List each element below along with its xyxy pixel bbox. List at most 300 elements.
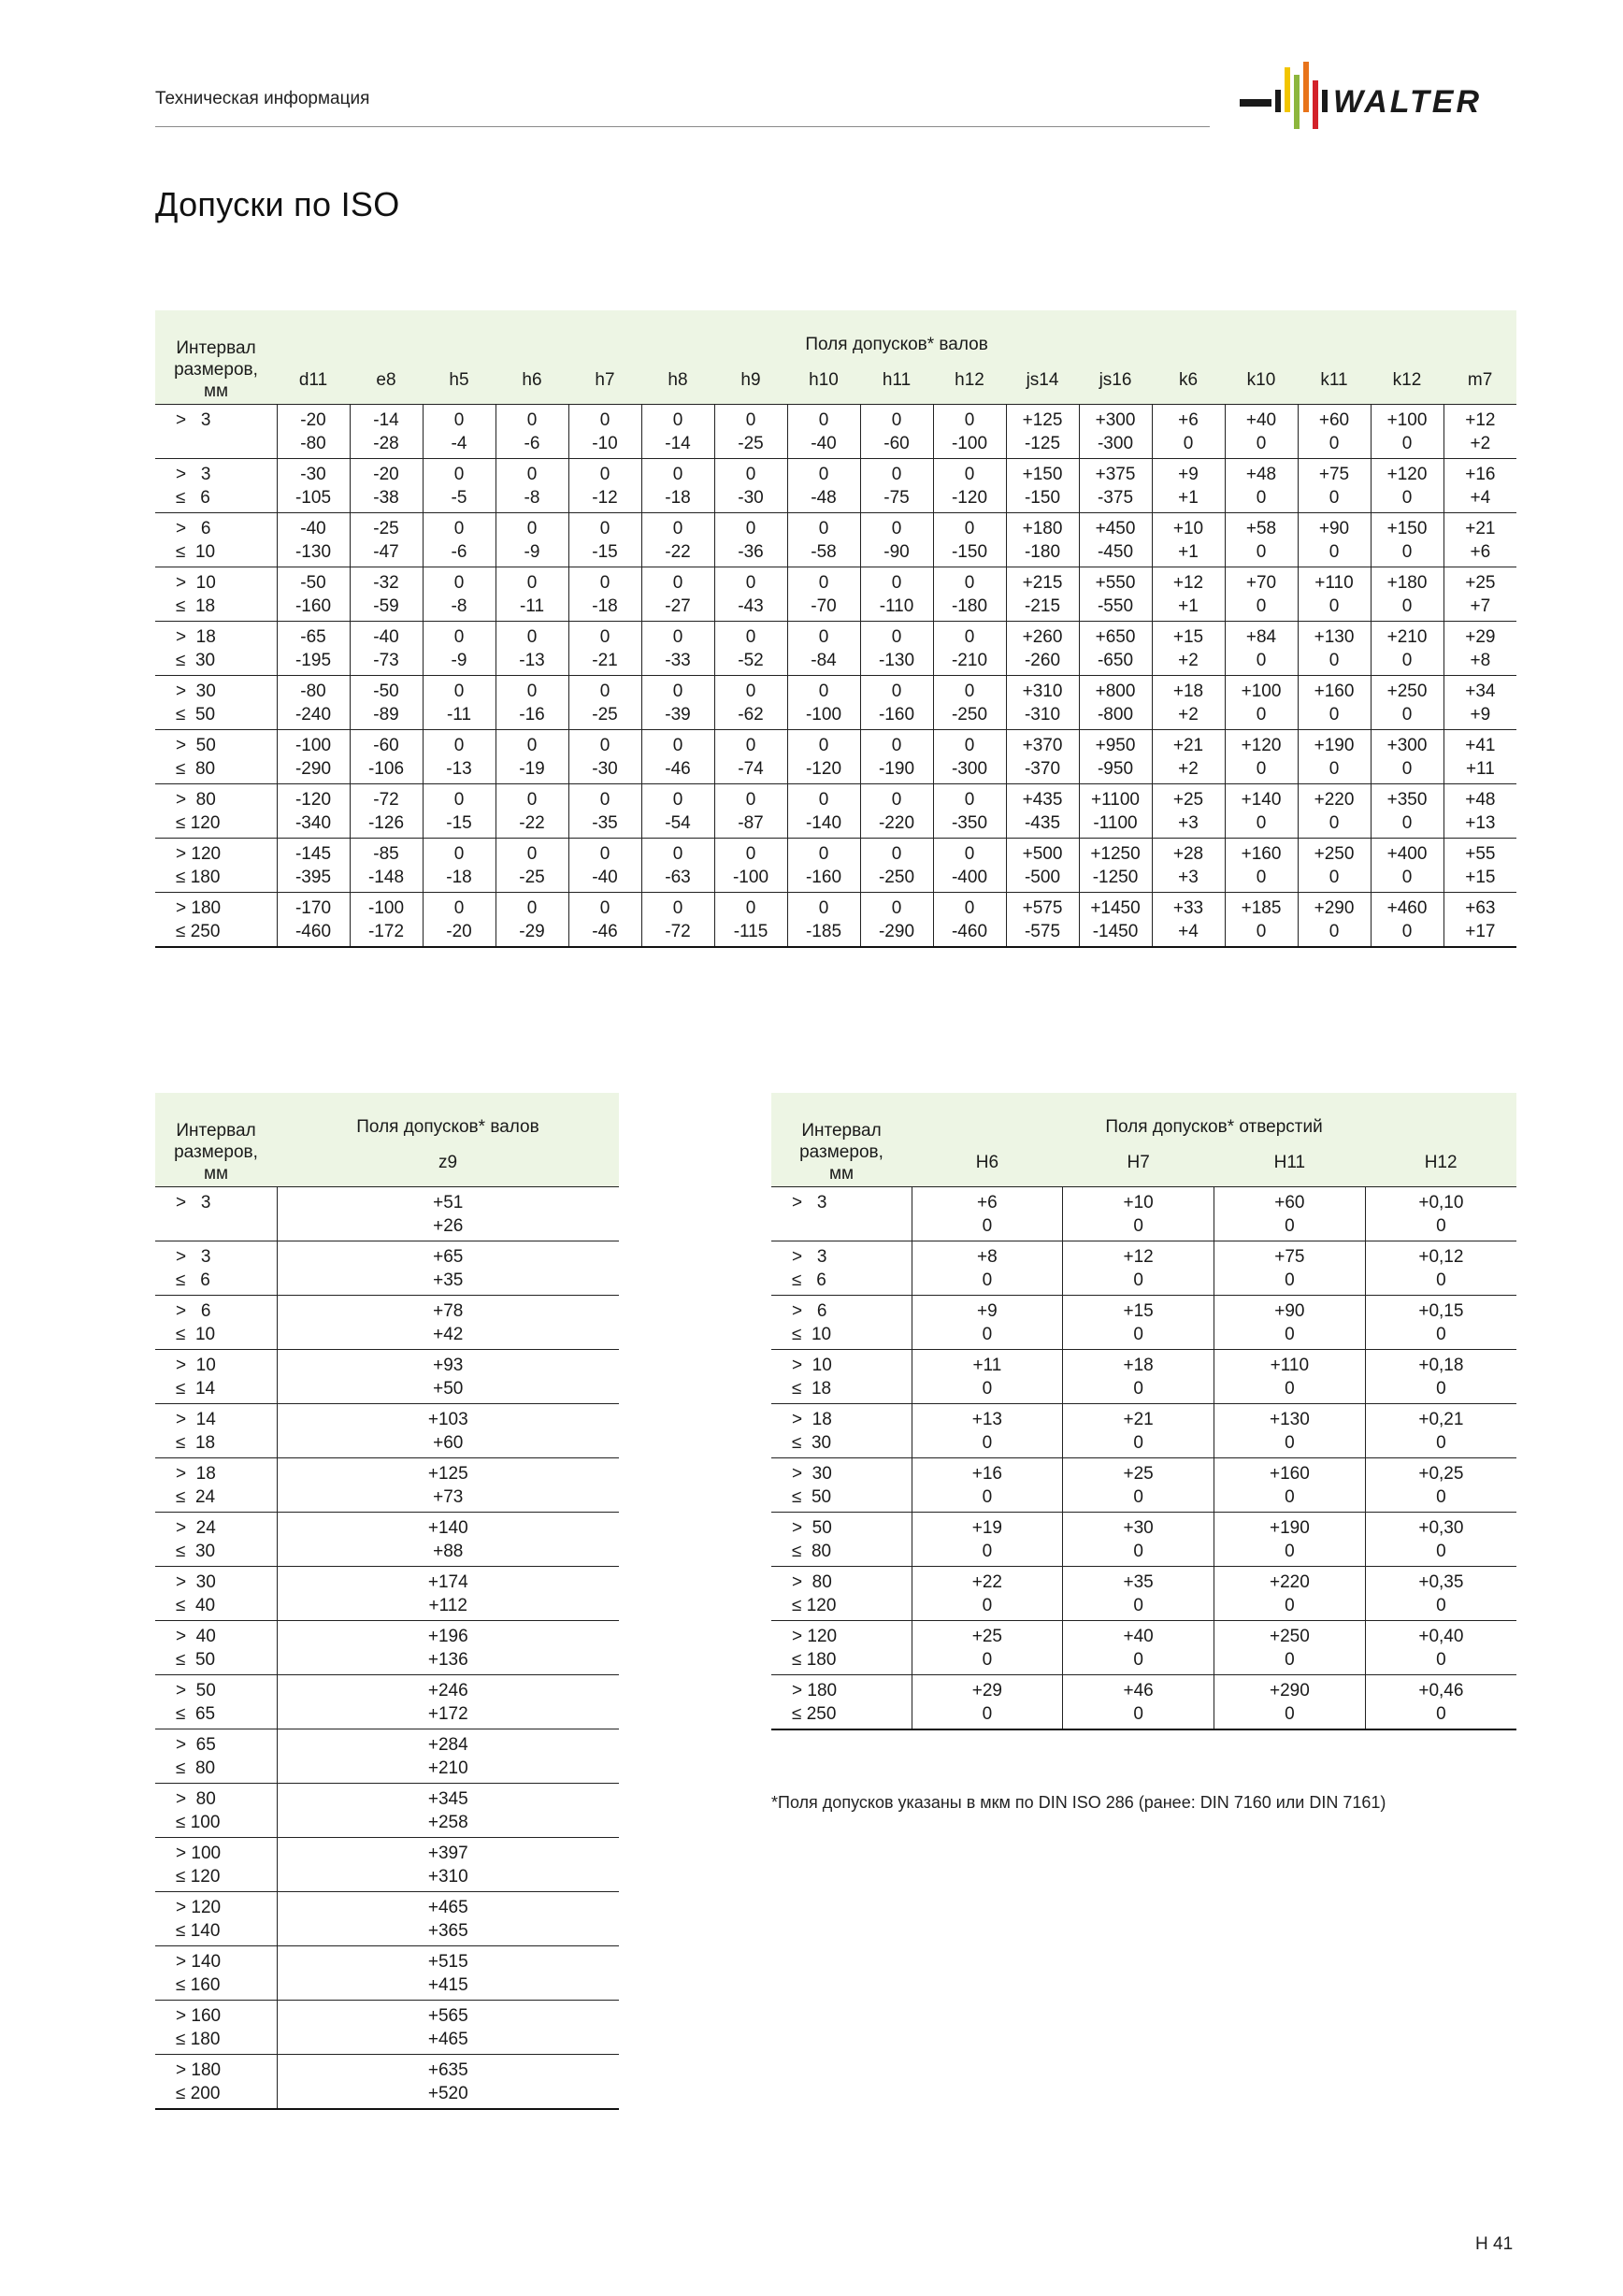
tolerance-cell — [350, 567, 423, 621]
tolerance-cell — [1063, 1295, 1214, 1349]
upper-deviation: 0 — [891, 897, 902, 918]
tolerance-cell — [350, 729, 423, 783]
column-header-h8: h8 — [641, 357, 714, 404]
lower-deviation: 0 — [1133, 1703, 1143, 1724]
tolerance-cell — [641, 838, 714, 892]
column-header-h11: h11 — [860, 357, 933, 404]
tolerance-cell — [277, 1457, 619, 1512]
tolerance-cell — [1079, 567, 1152, 621]
lower-deviation: 0 — [982, 1595, 993, 1615]
lower-deviation: -9 — [524, 541, 540, 562]
range-cell — [155, 1241, 277, 1295]
upper-deviation: +310 — [1022, 681, 1063, 701]
upper-deviation: -80 — [300, 681, 326, 701]
tolerance-cell — [1298, 675, 1371, 729]
tolerance-cell — [1214, 1512, 1366, 1566]
table-row — [155, 458, 1516, 512]
table-row — [155, 567, 1516, 621]
lower-deviation: 0 — [1401, 812, 1413, 833]
table-row — [771, 1512, 1516, 1566]
tolerance-cell — [350, 458, 423, 512]
tolerance-cell — [568, 783, 641, 838]
tolerance-cell — [423, 567, 496, 621]
lower-deviation: +1 — [1178, 596, 1199, 616]
range-cell — [155, 1891, 277, 1945]
upper-deviation: 0 — [599, 735, 610, 755]
lower-deviation: -43 — [738, 596, 764, 616]
tolerance-cell — [912, 1349, 1063, 1403]
tolerance-cell — [912, 1674, 1063, 1729]
tolerance-cell — [277, 675, 350, 729]
lower-deviation: -33 — [665, 650, 691, 670]
range-upper: ≤ 10 — [792, 1324, 832, 1344]
upper-deviation: +0,40 — [1418, 1626, 1464, 1646]
upper-deviation: +950 — [1095, 735, 1136, 755]
lower-deviation: 0 — [1436, 1703, 1446, 1724]
tolerance-cell — [568, 458, 641, 512]
lower-deviation: -105 — [294, 487, 332, 508]
upper-deviation: +284 — [427, 1734, 468, 1755]
column-header-z9: z9 — [277, 1140, 619, 1186]
range-cell — [155, 2000, 277, 2054]
lower-deviation: 0 — [1133, 1541, 1143, 1561]
lower-deviation: -72 — [665, 921, 691, 941]
upper-deviation: -40 — [300, 518, 326, 538]
range-upper: ≤ 30 — [176, 1541, 216, 1561]
upper-deviation: 0 — [964, 464, 975, 484]
lower-deviation: -25 — [592, 704, 618, 725]
range-cell — [155, 1729, 277, 1783]
column-header-js14: js14 — [1006, 357, 1079, 404]
upper-deviation: +90 — [1274, 1300, 1305, 1321]
tolerance-cell — [787, 892, 860, 947]
upper-deviation: -20 — [373, 464, 399, 484]
section-header: Техническая информация — [155, 89, 370, 108]
upper-deviation: 0 — [818, 409, 829, 430]
range-lower: > 50 — [176, 735, 216, 755]
lower-deviation: -300 — [1097, 433, 1134, 453]
lower-deviation: 0 — [982, 1541, 993, 1561]
tolerance-cell — [860, 512, 933, 567]
lower-deviation: -350 — [951, 812, 988, 833]
tolerance-cell — [787, 567, 860, 621]
lower-deviation: 0 — [1285, 1432, 1295, 1453]
lower-deviation: -35 — [592, 812, 618, 833]
tolerance-cell — [277, 1891, 619, 1945]
upper-deviation: +15 — [1172, 626, 1204, 647]
tolerance-cell — [714, 404, 787, 458]
tolerance-cell — [1298, 621, 1371, 675]
lower-deviation: -375 — [1097, 487, 1134, 508]
page-title: Допуски по ISO — [155, 185, 400, 223]
tolerance-cell — [787, 675, 860, 729]
tolerance-cell — [423, 458, 496, 512]
lower-deviation: -60 — [883, 433, 910, 453]
upper-deviation: +55 — [1465, 843, 1496, 864]
range-cell — [771, 1566, 912, 1620]
lower-deviation: +3 — [1178, 812, 1199, 833]
upper-deviation: +180 — [1386, 572, 1428, 593]
upper-deviation: +0,35 — [1418, 1571, 1464, 1592]
lower-deviation: -80 — [300, 433, 326, 453]
lower-deviation: +15 — [1465, 867, 1496, 887]
upper-deviation: 0 — [672, 735, 683, 755]
upper-deviation: 0 — [453, 897, 465, 918]
upper-deviation: 0 — [891, 464, 902, 484]
tolerance-cell — [641, 892, 714, 947]
upper-deviation: +130 — [1269, 1409, 1310, 1429]
table-row — [155, 1783, 619, 1837]
tolerance-cell — [1443, 567, 1516, 621]
lower-deviation: 0 — [1329, 758, 1340, 779]
tolerance-cell — [1365, 1674, 1516, 1729]
range-lower: > 3 — [792, 1192, 827, 1213]
range-lower: > 65 — [176, 1734, 216, 1755]
lower-deviation: -210 — [951, 650, 988, 670]
lower-deviation: 0 — [1436, 1595, 1446, 1615]
lower-deviation: -15 — [446, 812, 472, 833]
range-cell — [771, 1295, 912, 1349]
upper-deviation: 0 — [453, 409, 465, 430]
tolerance-cell — [1371, 512, 1443, 567]
upper-deviation: 0 — [818, 897, 829, 918]
tolerance-cell — [1443, 783, 1516, 838]
column-header-k10: k10 — [1225, 357, 1298, 404]
lower-deviation: -59 — [373, 596, 399, 616]
upper-deviation: +160 — [1314, 681, 1355, 701]
lower-deviation: -310 — [1024, 704, 1061, 725]
lower-deviation: 0 — [1401, 704, 1413, 725]
upper-deviation: +75 — [1318, 464, 1350, 484]
upper-deviation: +13 — [971, 1409, 1002, 1429]
tolerance-cell — [1225, 838, 1298, 892]
upper-deviation: 0 — [672, 626, 683, 647]
upper-deviation: +12 — [1172, 572, 1204, 593]
upper-deviation: 0 — [672, 843, 683, 864]
tolerance-cell — [350, 512, 423, 567]
table-row — [155, 2054, 619, 2109]
lower-deviation: -13 — [446, 758, 472, 779]
table-row — [155, 675, 1516, 729]
upper-deviation: +15 — [1123, 1300, 1154, 1321]
lower-deviation: -125 — [1024, 433, 1061, 453]
range-cell — [155, 783, 277, 838]
upper-deviation: +100 — [1241, 681, 1282, 701]
lower-deviation: -100 — [805, 704, 842, 725]
upper-deviation: +90 — [1318, 518, 1350, 538]
tolerance-cell — [1298, 512, 1371, 567]
lower-deviation: 0 — [1329, 596, 1340, 616]
tolerance-cell — [277, 1186, 619, 1241]
lower-deviation: -18 — [665, 487, 691, 508]
lower-deviation: 0 — [1329, 541, 1340, 562]
lower-deviation: -435 — [1024, 812, 1061, 833]
lower-deviation: -62 — [738, 704, 764, 725]
upper-deviation: +140 — [427, 1517, 468, 1538]
upper-deviation: +58 — [1245, 518, 1277, 538]
range-upper: ≤ 50 — [176, 1649, 216, 1670]
upper-deviation: +465 — [427, 1897, 468, 1917]
tolerance-cell — [496, 783, 568, 838]
tolerance-cell — [1365, 1512, 1516, 1566]
upper-deviation: +460 — [1386, 897, 1428, 918]
lower-deviation: 0 — [1285, 1541, 1295, 1561]
table-row — [155, 1186, 619, 1241]
lower-deviation: +520 — [427, 2083, 468, 2103]
tolerance-cell — [1214, 1241, 1366, 1295]
table-row — [155, 1837, 619, 1891]
upper-deviation: +550 — [1095, 572, 1136, 593]
upper-deviation: +8 — [977, 1246, 998, 1267]
upper-deviation: +450 — [1095, 518, 1136, 538]
tolerance-cell — [860, 621, 933, 675]
upper-deviation: 0 — [964, 572, 975, 593]
table-row — [155, 621, 1516, 675]
lower-deviation: +73 — [433, 1486, 464, 1507]
range-cell — [155, 838, 277, 892]
table-row — [771, 1186, 1516, 1241]
shaft-tolerance-table — [155, 310, 1516, 948]
tolerance-cell — [1365, 1295, 1516, 1349]
tolerance-cell — [277, 783, 350, 838]
upper-deviation: 0 — [526, 681, 538, 701]
lower-deviation: -550 — [1097, 596, 1134, 616]
range-lower: > 120 — [176, 843, 222, 864]
upper-deviation: +0,46 — [1418, 1680, 1464, 1700]
lower-deviation: -240 — [294, 704, 332, 725]
upper-deviation: -72 — [373, 789, 399, 810]
upper-deviation: 0 — [599, 626, 610, 647]
lower-deviation: 0 — [1401, 596, 1413, 616]
range-cell — [155, 1403, 277, 1457]
upper-deviation: 0 — [526, 626, 538, 647]
lower-deviation: -54 — [665, 812, 691, 833]
tolerance-cell — [1443, 458, 1516, 512]
range-cell — [771, 1457, 912, 1512]
upper-deviation: 0 — [526, 518, 538, 538]
table-row — [155, 1403, 619, 1457]
range-header-line: мм — [203, 380, 229, 401]
tolerance-cell — [423, 512, 496, 567]
tolerance-cell — [1298, 567, 1371, 621]
upper-deviation: 0 — [453, 518, 465, 538]
range-upper: ≤ 65 — [176, 1703, 216, 1724]
tolerance-cell — [1371, 729, 1443, 783]
upper-deviation: +800 — [1095, 681, 1136, 701]
lower-deviation: 0 — [1285, 1324, 1295, 1344]
lower-deviation: 0 — [1329, 921, 1340, 941]
lower-deviation: -9 — [451, 650, 467, 670]
table-row — [155, 1512, 619, 1566]
range-lower: > 80 — [176, 789, 216, 810]
upper-deviation: +29 — [1465, 626, 1496, 647]
range-header-line: размеров, — [174, 1141, 258, 1162]
range-cell — [155, 675, 277, 729]
column-header-h12: H12 — [1365, 1140, 1516, 1186]
upper-deviation: +400 — [1386, 843, 1428, 864]
upper-deviation: +1250 — [1090, 843, 1141, 864]
upper-deviation: +375 — [1095, 464, 1136, 484]
upper-deviation: +190 — [1269, 1517, 1310, 1538]
upper-deviation: +174 — [427, 1571, 468, 1592]
lower-deviation: +35 — [433, 1270, 464, 1290]
table-row — [771, 1457, 1516, 1512]
tolerance-cell — [1365, 1349, 1516, 1403]
tolerance-cell — [1063, 1620, 1214, 1674]
lower-deviation: 0 — [1256, 487, 1267, 508]
upper-deviation: 0 — [818, 464, 829, 484]
upper-deviation: +70 — [1245, 572, 1277, 593]
lower-deviation: -195 — [294, 650, 332, 670]
lower-deviation: 0 — [1285, 1486, 1295, 1507]
upper-deviation: +21 — [1465, 518, 1496, 538]
lower-deviation: 0 — [1285, 1378, 1295, 1399]
table-row — [155, 729, 1516, 783]
lower-deviation: 0 — [1256, 704, 1267, 725]
range-cell — [771, 1674, 912, 1729]
lower-deviation: 0 — [1285, 1595, 1295, 1615]
range-lower: > 50 — [176, 1680, 216, 1700]
tolerance-cell — [1006, 892, 1079, 947]
upper-deviation: 0 — [964, 843, 975, 864]
upper-deviation: +0,30 — [1418, 1517, 1464, 1538]
tolerance-cell — [350, 675, 423, 729]
upper-deviation: +10 — [1123, 1192, 1154, 1213]
upper-deviation: 0 — [891, 572, 902, 593]
upper-deviation: +30 — [1123, 1517, 1154, 1538]
lower-deviation: 0 — [982, 1378, 993, 1399]
tolerance-cell — [912, 1566, 1063, 1620]
tolerance-cell — [1214, 1403, 1366, 1457]
upper-deviation: +18 — [1123, 1355, 1154, 1375]
lower-deviation: -1250 — [1092, 867, 1139, 887]
range-upper: ≤ 200 — [176, 2083, 221, 2103]
range-lower: > 24 — [176, 1517, 216, 1538]
upper-deviation: 0 — [964, 897, 975, 918]
tolerance-cell — [933, 512, 1006, 567]
tolerance-cell — [1225, 512, 1298, 567]
range-cell — [771, 1349, 912, 1403]
lower-deviation: 0 — [1256, 433, 1267, 453]
tolerance-cell — [1152, 892, 1225, 947]
lower-deviation: -120 — [951, 487, 988, 508]
tolerance-cell — [423, 729, 496, 783]
tolerance-cell — [1063, 1186, 1214, 1241]
lower-deviation: 0 — [1436, 1486, 1446, 1507]
tolerance-cell — [1063, 1403, 1214, 1457]
tolerance-cell — [496, 458, 568, 512]
upper-deviation: +260 — [1022, 626, 1063, 647]
tolerance-cell — [714, 458, 787, 512]
lower-deviation: 0 — [1133, 1324, 1143, 1344]
tolerance-cell — [787, 458, 860, 512]
tolerance-cell — [1063, 1566, 1214, 1620]
upper-deviation: -65 — [300, 626, 326, 647]
tolerance-cell — [1063, 1457, 1214, 1512]
tolerance-cell — [277, 1729, 619, 1783]
lower-deviation: +50 — [433, 1378, 464, 1399]
tolerance-cell — [496, 404, 568, 458]
range-upper: ≤ 18 — [176, 1432, 216, 1453]
lower-deviation: 0 — [1183, 433, 1194, 453]
upper-deviation: -40 — [373, 626, 399, 647]
lower-deviation: -30 — [592, 758, 618, 779]
upper-deviation: 0 — [599, 409, 610, 430]
tolerance-cell — [568, 838, 641, 892]
lower-deviation: +2 — [1178, 704, 1199, 725]
lower-deviation: -74 — [738, 758, 764, 779]
lower-deviation: -63 — [665, 867, 691, 887]
lower-deviation: -48 — [811, 487, 837, 508]
upper-deviation: +63 — [1465, 897, 1496, 918]
upper-deviation: -145 — [294, 843, 332, 864]
upper-deviation: +65 — [433, 1246, 464, 1267]
upper-deviation: 0 — [745, 735, 756, 755]
upper-deviation: +345 — [427, 1788, 468, 1809]
lower-deviation: -180 — [951, 596, 988, 616]
tolerance-cell — [277, 1837, 619, 1891]
upper-deviation: +215 — [1022, 572, 1063, 593]
table-row — [155, 1891, 619, 1945]
upper-deviation: 0 — [599, 789, 610, 810]
range-cell — [155, 729, 277, 783]
upper-deviation: 0 — [818, 789, 829, 810]
tolerance-cell — [350, 621, 423, 675]
lower-deviation: -460 — [951, 921, 988, 941]
column-header-h7: H7 — [1063, 1140, 1214, 1186]
upper-deviation: +1450 — [1090, 897, 1141, 918]
lower-deviation: -18 — [592, 596, 618, 616]
lower-deviation: 0 — [1436, 1270, 1446, 1290]
tolerance-cell — [568, 567, 641, 621]
upper-deviation: -50 — [300, 572, 326, 593]
range-upper: ≤ 14 — [176, 1378, 216, 1399]
lower-deviation: -30 — [738, 487, 764, 508]
tolerance-cell — [714, 512, 787, 567]
lower-deviation: 0 — [1436, 1541, 1446, 1561]
lower-deviation: +60 — [433, 1432, 464, 1453]
tolerance-cell — [641, 567, 714, 621]
range-lower: > 180 — [792, 1680, 838, 1700]
column-header-h6: H6 — [912, 1140, 1063, 1186]
tolerance-cell — [714, 729, 787, 783]
tolerance-cell — [860, 729, 933, 783]
tolerance-cell — [496, 838, 568, 892]
range-upper: ≤ 250 — [176, 921, 221, 941]
table-row — [771, 1349, 1516, 1403]
upper-deviation: +140 — [1241, 789, 1282, 810]
range-lower: > 3 — [792, 1246, 827, 1267]
range-lower: > 160 — [176, 2005, 222, 2026]
upper-deviation: 0 — [745, 518, 756, 538]
lower-deviation: -28 — [373, 433, 399, 453]
lower-deviation: 0 — [982, 1432, 993, 1453]
tolerance-cell — [1371, 838, 1443, 892]
tolerance-cell — [1063, 1349, 1214, 1403]
tolerance-cell — [860, 675, 933, 729]
upper-deviation: 0 — [453, 681, 465, 701]
range-lower: > 6 — [176, 1300, 211, 1321]
upper-deviation: +16 — [971, 1463, 1002, 1484]
lower-deviation: 0 — [1401, 487, 1413, 508]
lower-deviation: 0 — [1133, 1215, 1143, 1236]
tolerance-cell — [933, 621, 1006, 675]
upper-deviation: +19 — [971, 1517, 1002, 1538]
lower-deviation: +210 — [427, 1758, 468, 1778]
tolerance-cell — [1443, 892, 1516, 947]
tolerance-cell — [1214, 1566, 1366, 1620]
range-lower: > 14 — [176, 1409, 216, 1429]
